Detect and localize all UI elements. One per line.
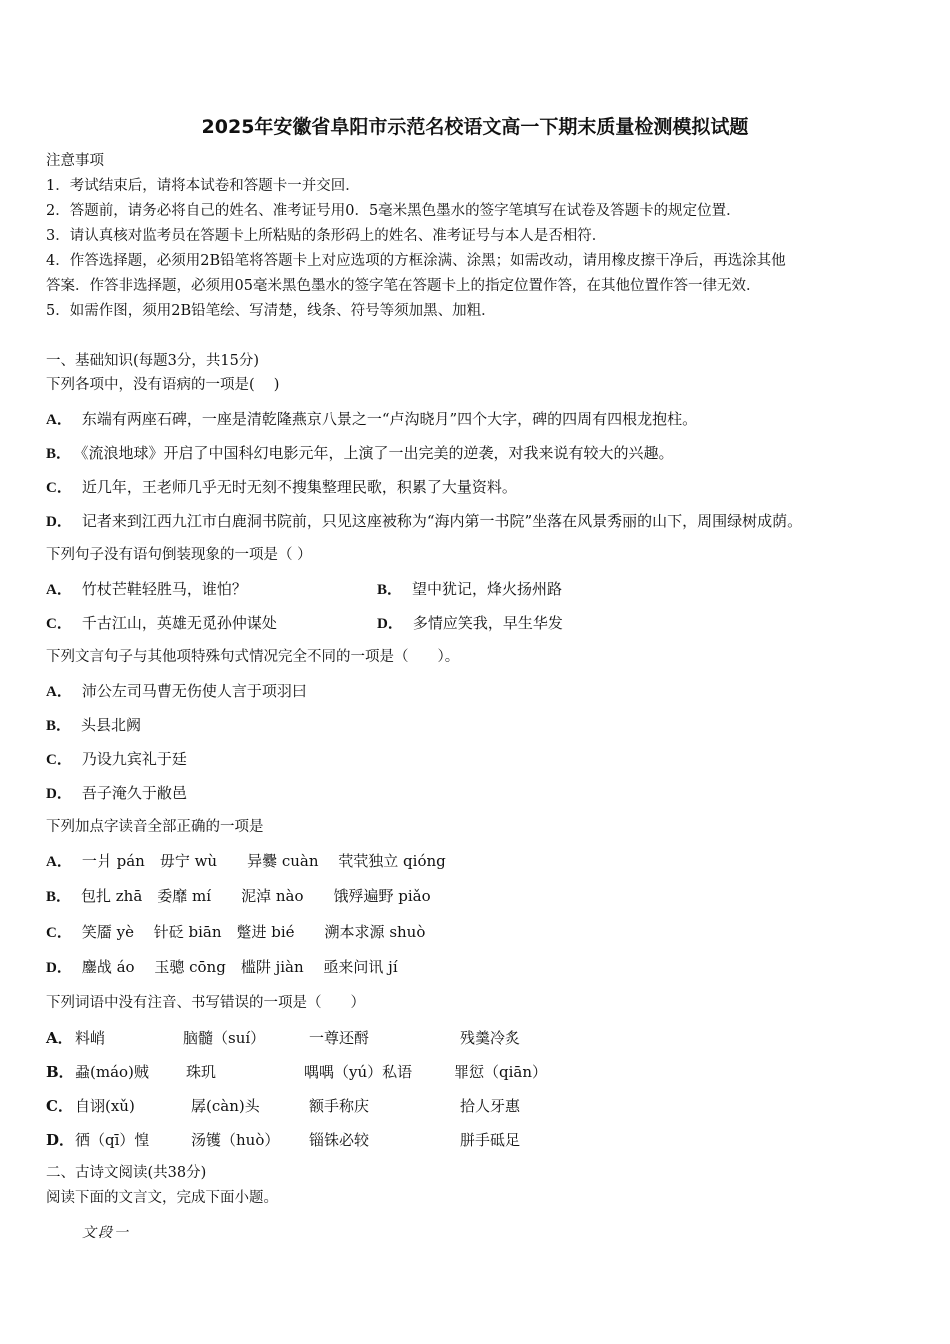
option-a: A． 一爿 pán 毋宁 wù 异爨 cuàn 茕茕独立 qióng [46, 852, 446, 870]
section-heading: 一、基础知识(每题3分，共15分) [46, 353, 259, 369]
option-a: A． 东端有两座石碑，一座是清乾隆燕京八景之一“卢沟晓月”四个大字，碑的四周有四根龙抱柱。 [46, 410, 698, 428]
notice-item: 5．如需作图，须用2B铅笔绘、写清楚，线条、符号等须加黑、加粗． [46, 303, 496, 319]
option-c: C． 千古江山，英雄无觅孙仲谋处 [46, 614, 277, 632]
option-b: B． 《流浪地球》开启了中国科幻电影元年，上演了一出完美的逆袭，对我来说有较大的兴趣。 [46, 444, 674, 462]
question-stem: 下列加点字读音全部正确的一项是 [46, 819, 264, 835]
option-c: C． 近几年，王老师几乎无时无刻不搜集整理民歌，积累了大量资料。 [46, 478, 517, 496]
passage-label: 文段一 [82, 1225, 130, 1241]
option-a: A． 沛公左司马曹无伤使人言于项羽曰 [46, 682, 307, 700]
option-d: D． 吾子淹久于敝邑 [46, 784, 187, 802]
notice-item: 3．请认真核对监考员在答题卡上所粘贴的条形码上的姓名、准考证号与本人是否相符． [46, 228, 607, 244]
option-b: B． 包扎 zhā 委靡 mí 泥淖 nào 饿殍遍野 piǎo [46, 887, 431, 905]
option-d: D． 记者来到江西九江市白鹿洞书院前，只见这座被称为“海内第一书院”坐落在风景秀丽的山下，周围绿树成荫。 [46, 512, 803, 530]
option-c: C． 乃设九宾礼于廷 [46, 750, 187, 768]
option-d: D． 鏖战 áo 玉骢 cōng 槛阱 jiàn 亟来问讯 jí [46, 958, 398, 976]
notice-item: 1．考试结束后，请将本试卷和答题卡一并交回． [46, 178, 360, 194]
question-stem: 下列各项中，没有语病的一项是( ) [46, 377, 280, 393]
option-d: D． 多情应笑我，早生华发 [377, 614, 563, 632]
option-c: C． 笑靥 yè 针砭 biān 蹩进 bié 溯本求源 shuò [46, 923, 426, 941]
notice-item: 4．作答选择题，必须用2B铅笔将答题卡上对应选项的方框涂满、涂黑；如需改动，请用橡皮擦干净后，再选涂其他 [46, 253, 786, 269]
question-stem: 下列词语中没有注音、书写错误的一项是（ ） [46, 995, 365, 1011]
notice-heading: 注意事项 [46, 153, 104, 169]
option-a: A． 竹杖芒鞋轻胜马，谁怕？ [46, 580, 247, 598]
option-b: B． 头县北阙 [46, 716, 142, 734]
question-stem: 下列文言句子与其他项特殊句式情况完全不同的一项是（ ）。 [46, 649, 460, 665]
notice-item: 2．答题前，请务必将自己的姓名、准考证号用0．5毫米黑色墨水的签字笔填写在试卷及答题卡的规定位置． [46, 203, 741, 219]
notice-item: 答案．作答非选择题，必须用05毫米黑色墨水的签字笔在答题卡上的指定位置作答，在其他位置作答一律无效． [46, 278, 761, 294]
option-b: B． 望中犹记，烽火扬州路 [377, 580, 563, 598]
page-title: 2025年安徽省阜阳市示范名校语文高一下期末质量检测模拟试题 [201, 116, 749, 138]
question-stem: 下列句子没有语句倒装现象的一项是（ ） [46, 547, 312, 563]
reading-instruction: 阅读下面的文言文，完成下面小题。 [46, 1190, 278, 1206]
section-heading: 二、古诗文阅读(共38分) [46, 1165, 207, 1181]
